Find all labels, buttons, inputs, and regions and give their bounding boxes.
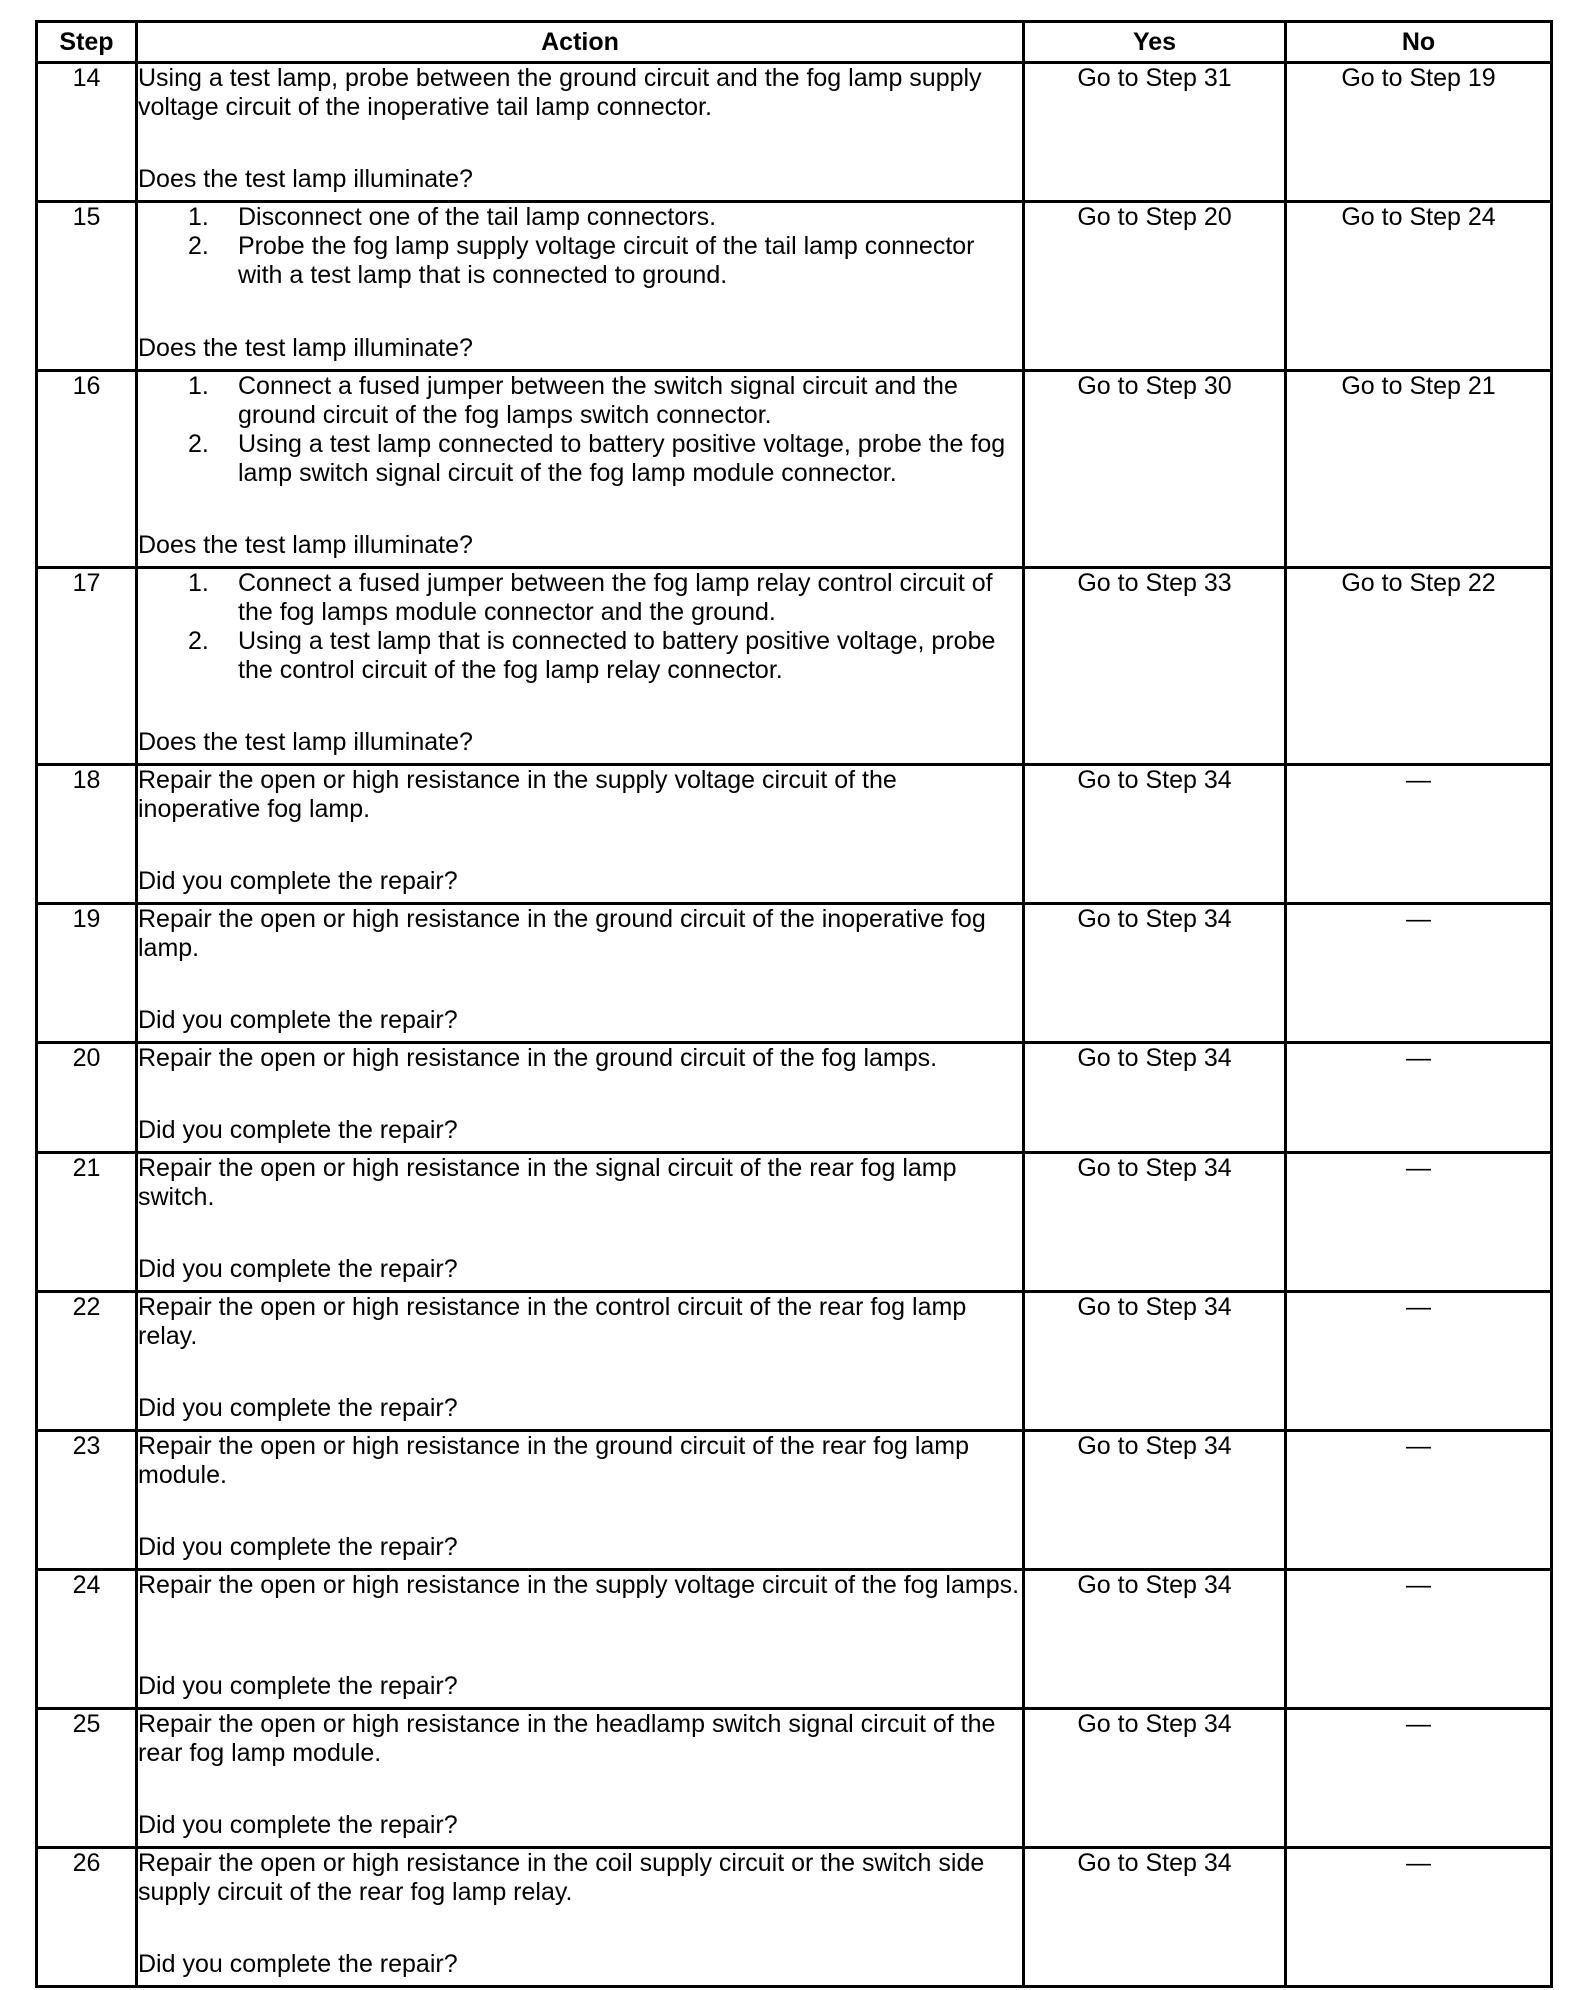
action-text: Repair the open or high resistance in the supply voltage circuit of the inoperative fog lamp. — [138, 766, 897, 823]
substep-text: Disconnect one of the tail lamp connectors. — [238, 203, 717, 231]
header-step: Step — [37, 22, 137, 63]
substep-number: 2. — [188, 627, 209, 655]
action-question: Does the test lamp illuminate? — [138, 165, 473, 193]
action-question: Did you complete the repair? — [138, 1672, 458, 1700]
action-instructions — [138, 64, 1022, 122]
yes-result: Go to Step 34 — [1024, 1153, 1286, 1292]
yes-result: Go to Step 20 — [1024, 202, 1286, 371]
step-number: 24 — [37, 1570, 137, 1709]
table-row — [37, 1709, 1552, 1848]
step-number: 21 — [37, 1153, 137, 1292]
no-result: Go to Step 24 — [1286, 202, 1552, 371]
yes-result: Go to Step 31 — [1024, 63, 1286, 202]
step-number: 23 — [37, 1431, 137, 1570]
substep-text: Using a test lamp connected to battery positive voltage, probe the fog lamp switch signal circuit of the fog lamp module connector. — [238, 430, 1006, 487]
step-number: 18 — [37, 765, 137, 904]
substep-text: Connect a fused jumper between the switch signal circuit and the ground circuit of the fog lamps switch connector. — [238, 372, 958, 429]
action-instructions — [138, 203, 1022, 290]
action-instructions — [138, 1293, 1022, 1351]
action-cell — [137, 1848, 1024, 1987]
action-content — [138, 905, 1022, 1035]
action-question: Did you complete the repair? — [138, 1394, 458, 1422]
table-row — [37, 1570, 1552, 1709]
yes-result: Go to Step 34 — [1024, 1848, 1286, 1987]
action-text: Repair the open or high resistance in the ground circuit of the inoperative fog lamp. — [138, 905, 986, 962]
action-question: Did you complete the repair? — [138, 1950, 458, 1978]
table-row — [37, 1292, 1552, 1431]
action-question: Did you complete the repair? — [138, 1811, 458, 1839]
action-content — [138, 1710, 1022, 1840]
action-question: Did you complete the repair? — [138, 867, 458, 895]
action-instructions — [138, 905, 1022, 963]
no-result: — — [1286, 904, 1552, 1043]
yes-result: Go to Step 34 — [1024, 1709, 1286, 1848]
action-cell — [137, 765, 1024, 904]
no-result: — — [1286, 1153, 1552, 1292]
table-row — [37, 904, 1552, 1043]
action-cell — [137, 63, 1024, 202]
action-text: Repair the open or high resistance in the control circuit of the rear fog lamp relay. — [138, 1293, 967, 1350]
action-content — [138, 372, 1022, 560]
action-cell — [137, 1043, 1024, 1153]
step-number: 15 — [37, 202, 137, 371]
no-result: Go to Step 21 — [1286, 371, 1552, 568]
no-result: — — [1286, 1431, 1552, 1570]
substep-item — [138, 569, 1022, 627]
step-number: 19 — [37, 904, 137, 1043]
table-row — [37, 371, 1552, 568]
action-question: Did you complete the repair? — [138, 1533, 458, 1561]
action-text: Repair the open or high resistance in the ground circuit of the fog lamps. — [138, 1044, 938, 1072]
action-content — [138, 1293, 1022, 1423]
table-row — [37, 765, 1552, 904]
action-cell — [137, 371, 1024, 568]
substep-number: 1. — [188, 569, 209, 597]
action-question: Did you complete the repair? — [138, 1255, 458, 1283]
step-number: 14 — [37, 63, 137, 202]
yes-result: Go to Step 34 — [1024, 1570, 1286, 1709]
step-number: 22 — [37, 1292, 137, 1431]
table-row — [37, 568, 1552, 765]
substep-item — [138, 372, 1022, 430]
action-instructions — [138, 1710, 1022, 1768]
substep-text: Probe the fog lamp supply voltage circuit of the tail lamp connector with a test lamp that is connected to ground. — [238, 232, 975, 289]
substep-number: 2. — [188, 430, 209, 458]
action-text: Repair the open or high resistance in the signal circuit of the rear fog lamp switch. — [138, 1154, 957, 1211]
action-content — [138, 1044, 1022, 1145]
action-cell — [137, 1153, 1024, 1292]
step-number: 25 — [37, 1709, 137, 1848]
table-row — [37, 1153, 1552, 1292]
no-result: — — [1286, 1709, 1552, 1848]
substep-list — [138, 203, 1022, 290]
substep-text: Connect a fused jumper between the fog lamp relay control circuit of the fog lamps module connector and the ground. — [238, 569, 993, 626]
substep-item — [138, 627, 1022, 685]
action-text: Using a test lamp, probe between the ground circuit and the fog lamp supply voltage circuit of the inoperative tail lamp connector. — [138, 64, 982, 121]
no-result: Go to Step 22 — [1286, 568, 1552, 765]
substep-number: 1. — [188, 372, 209, 400]
diagnostic-table — [35, 20, 1553, 1988]
yes-result: Go to Step 34 — [1024, 765, 1286, 904]
action-instructions — [138, 1044, 1022, 1073]
action-content — [138, 1432, 1022, 1562]
header-yes: Yes — [1024, 22, 1286, 63]
action-instructions — [138, 569, 1022, 685]
substep-item — [138, 203, 1022, 232]
action-content — [138, 64, 1022, 194]
header-action: Action — [137, 22, 1024, 63]
no-result: — — [1286, 765, 1552, 904]
action-instructions — [138, 1432, 1022, 1490]
action-text: Repair the open or high resistance in the supply voltage circuit of the fog lamps. — [138, 1571, 1020, 1599]
action-content — [138, 1849, 1022, 1979]
action-cell — [137, 568, 1024, 765]
yes-result: Go to Step 34 — [1024, 1292, 1286, 1431]
action-instructions — [138, 766, 1022, 824]
action-instructions — [138, 1154, 1022, 1212]
no-result: — — [1286, 1043, 1552, 1153]
action-text: Repair the open or high resistance in the ground circuit of the rear fog lamp module. — [138, 1432, 970, 1489]
table-row — [37, 202, 1552, 371]
action-content — [138, 1571, 1022, 1701]
substep-text: Using a test lamp that is connected to battery positive voltage, probe the control circuit of the fog lamp relay connector. — [238, 627, 996, 684]
action-cell — [137, 1431, 1024, 1570]
action-content — [138, 766, 1022, 896]
action-question: Did you complete the repair? — [138, 1116, 458, 1144]
yes-result: Go to Step 34 — [1024, 1431, 1286, 1570]
action-instructions — [138, 1571, 1022, 1600]
step-number: 16 — [37, 371, 137, 568]
substep-list — [138, 569, 1022, 685]
no-result: Go to Step 19 — [1286, 63, 1552, 202]
table-row — [37, 63, 1552, 202]
action-cell — [137, 904, 1024, 1043]
table-row — [37, 1848, 1552, 1987]
table-body — [37, 63, 1552, 1987]
action-text: Repair the open or high resistance in the headlamp switch signal circuit of the rear fog lamp module. — [138, 1710, 996, 1767]
header-no: No — [1286, 22, 1552, 63]
action-text: Repair the open or high resistance in the coil supply circuit or the switch side supply circuit of the rear fog lamp relay. — [138, 1849, 985, 1906]
no-result: — — [1286, 1570, 1552, 1709]
action-cell — [137, 1570, 1024, 1709]
action-content — [138, 569, 1022, 757]
yes-result: Go to Step 34 — [1024, 1043, 1286, 1153]
action-cell — [137, 1709, 1024, 1848]
substep-list — [138, 372, 1022, 488]
action-question: Does the test lamp illuminate? — [138, 531, 473, 559]
action-instructions — [138, 1849, 1022, 1907]
no-result: — — [1286, 1848, 1552, 1987]
yes-result: Go to Step 30 — [1024, 371, 1286, 568]
no-result: — — [1286, 1292, 1552, 1431]
yes-result: Go to Step 34 — [1024, 904, 1286, 1043]
substep-item — [138, 430, 1022, 488]
action-cell — [137, 1292, 1024, 1431]
step-number: 20 — [37, 1043, 137, 1153]
header-row — [37, 22, 1552, 63]
yes-result: Go to Step 33 — [1024, 568, 1286, 765]
substep-number: 2. — [188, 232, 209, 260]
action-question: Does the test lamp illuminate? — [138, 334, 473, 362]
step-number: 17 — [37, 568, 137, 765]
action-question: Did you complete the repair? — [138, 1006, 458, 1034]
table-row — [37, 1431, 1552, 1570]
step-number: 26 — [37, 1848, 137, 1987]
action-content — [138, 203, 1022, 363]
table-row — [37, 1043, 1552, 1153]
action-instructions — [138, 372, 1022, 488]
action-cell — [137, 202, 1024, 371]
substep-number: 1. — [188, 203, 209, 231]
action-question: Does the test lamp illuminate? — [138, 728, 473, 756]
substep-item — [138, 232, 1022, 290]
action-content — [138, 1154, 1022, 1284]
